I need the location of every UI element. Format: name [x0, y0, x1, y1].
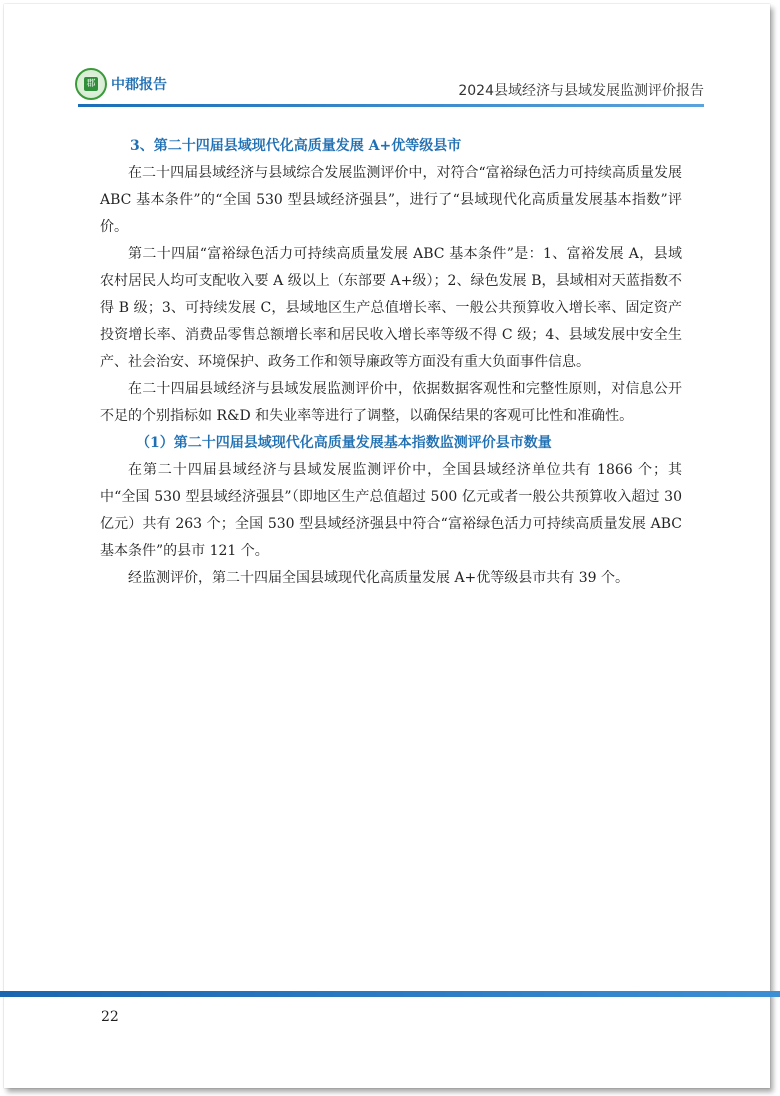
paragraph-1: 在二十四届县域经济与县域综合发展监测评价中，对符合“富裕绿色活力可持续高质量发展 ABC 基本条件”的“全国 530 型县域经济强县”，进行了“县域现代化高质量发展基本指数”评价。 [100, 165, 682, 235]
logo-mark: 郡 [84, 77, 98, 91]
brand-name: 中郡报告 [111, 77, 167, 93]
page-body [100, 133, 682, 592]
brand-logo-icon [75, 68, 107, 100]
paragraph-3: 在二十四届县域经济与县域发展监测评价中，依据数据客观性和完整性原则，对信息公开不足的个别指标如 R&D 和失业率等进行了调整，以确保结果的客观可比性和准确性。 [100, 381, 682, 424]
sub-heading: （1）第二十四届县域现代化高质量发展基本指数监测评价县市数量 [136, 435, 552, 451]
paragraph-4: 在第二十四届县域经济与县域发展监测评价中，全国县域经济单位共有 1866 个；其中“全国 530 型县域经济强县”（即地区生产总值超过 500 亿元或者一般公共预算收入超过 30 亿元）共有 263 个；全国 530 型县域经济强县中符合“富裕绿色活力可持续高质量发展 ABC 基本条件”的县市 121 个。 [100, 462, 682, 559]
paragraph-5: 经监测评价，第二十四届全国县域现代化高质量发展 A+优等级县市共有 39 个。 [128, 570, 630, 586]
report-title: 2024县域经济与县域发展监测评价报告 [458, 83, 704, 99]
page-number: 22 [101, 1009, 119, 1025]
footer-divider [0, 991, 780, 997]
section-heading: 3、第二十四届县域现代化高质量发展 A+优等级县市 [130, 138, 462, 154]
paragraph-2: 第二十四届“富裕绿色活力可持续高质量发展 ABC 基本条件”是：1、富裕发展 A，县域农村居民人均可支配收入要 A 级以上（东部要 A+级）；2、绿色发展 B，县域相对天蓝指数不得 B 级；3、可持续发展 C，县域地区生产总值增长率、一般公共预算收入增长率、固定资产投资增长率、消费品零售总额增长率和居民收入增长率等级不得 C 级；4、县域发展中安全生产、社会治安、环境保护、政务工作和领导廉政等方面没有重大负面事件信息。 [100, 246, 682, 370]
header-divider [78, 104, 704, 107]
